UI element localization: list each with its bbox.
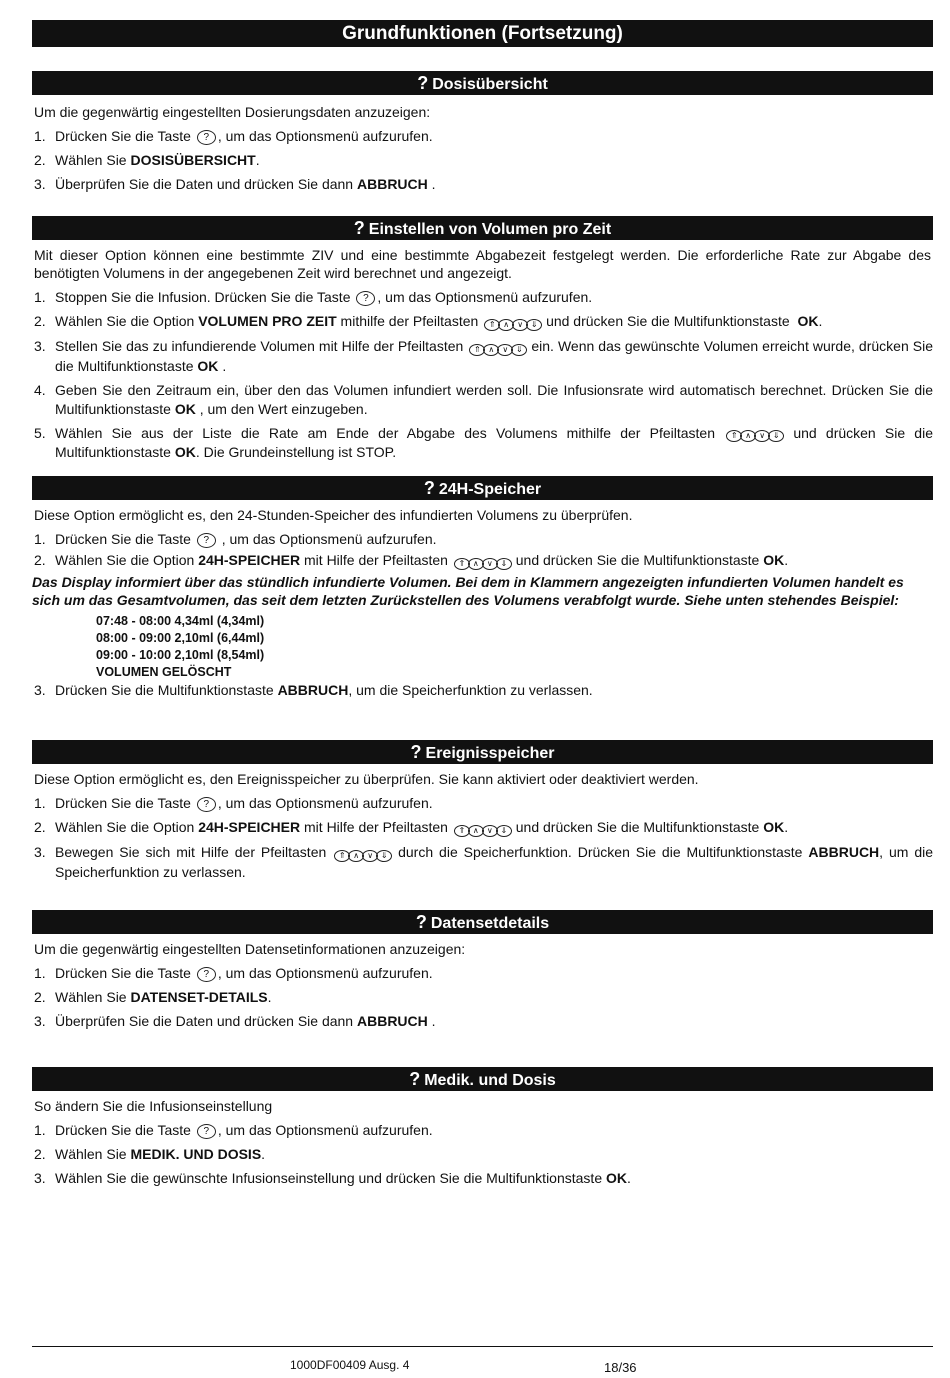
memory-example-list — [96, 613, 933, 681]
arrow-keys-icon: ⇑ ∧ ∨ ⇓ — [726, 424, 782, 443]
footer-divider — [32, 1346, 933, 1347]
section-title: 24H-Speicher — [438, 481, 542, 499]
section-title: Medik. und Dosis — [424, 1071, 556, 1089]
list-item: 1. Drücken Sie die Taste ? , um das Optionsmenü aufzurufen. — [34, 128, 433, 144]
list-item: 2. Wählen Sie DOSISÜBERSICHT. — [34, 152, 260, 168]
section-24h-speicher — [32, 476, 933, 700]
list-item: 3. Überprüfen Sie die Daten und drücken Sie dann ABBRUCH . — [34, 1012, 436, 1029]
list-item: 1. Drücken Sie die Taste ? , um das Optionsmenü aufzurufen. — [34, 964, 433, 981]
arrow-keys-icon: ⇑ ∧ ∨ ⇓ — [469, 338, 525, 357]
section-medik-und-dosis — [32, 1067, 933, 1188]
page-number: 18/36 — [604, 1360, 637, 1375]
section-title: Dosisübersicht — [432, 76, 548, 93]
section-title: Ereignisspeicher — [425, 745, 555, 763]
list-item: 1. Drücken Sie die Taste ? , um das Optionsmenü aufzurufen. — [34, 795, 433, 812]
arrow-keys-icon: ⇑ ∧ ∨ ⇓ — [454, 552, 510, 571]
intro-text: Um die gegenwärtig eingestellten Dosierungsdaten anzuzeigen: — [34, 104, 431, 120]
section-header — [32, 910, 933, 934]
help-icon: ? — [409, 1068, 421, 1089]
help-icon: ? — [353, 218, 365, 238]
intro-text: Diese Option ermöglicht es, den 24-Stunden-Speicher des infundierten Volumens zu überprüfen. — [34, 507, 633, 524]
list-item: 1. Stoppen Sie die Infusion. Drücken Sie die Taste ? , um das Optionsmenü aufzurufen. — [34, 289, 593, 305]
step-list — [32, 681, 933, 700]
arrow-keys-icon: ⇑ ∧ ∨ ⇓ — [484, 313, 540, 332]
memory-entry: 08:00 - 09:00 2,10ml (6,44ml) — [96, 631, 265, 646]
help-key-icon: ? — [356, 291, 375, 306]
section-header — [32, 740, 933, 764]
note-text: Das Display informiert über das stündlich infundierte Volumen. Bei dem in Klammern angezeigten infundierten Volumen handelt es sich um das Gesamtvolumen, das seit dem letzten Zurückstellen des Volumens verabfolgt wurde. Siehe unten stehendes Beispiel: — [32, 574, 904, 609]
intro-text: Mit dieser Option können eine bestimmte ZIV und eine bestimmte Abgabezeit festgelegt werden. Die erforderliche Rate zur Abgabe des benötigten Volumens in der angegebenen Zeit wird berechnet und angezeigt. — [34, 247, 931, 281]
list-item: 5. Wählen Sie aus der Liste die Rate am Ende der Abgabe des Volumens mithilfe der Pfeiltasten ⇑ ∧ ∨ ⇓ und drücken Sie die Multifunktionstaste OK. Die Grundeinstellung ist STOP. — [34, 424, 933, 461]
step-list — [32, 288, 933, 462]
section-header — [32, 476, 933, 500]
help-icon: ? — [417, 73, 429, 93]
list-item: 2. Wählen Sie die Option 24H-SPEICHER mit Hilfe der Pfeiltasten ⇑ ∧ ∨ ⇓ und drücken Sie die Multifunktionstaste OK. — [32, 818, 933, 838]
section-header — [32, 1067, 933, 1091]
section-header — [32, 216, 933, 240]
step-list — [32, 1121, 933, 1188]
help-icon: ? — [415, 911, 427, 932]
list-item: 3. Überprüfen Sie die Daten und drücken Sie dann ABBRUCH . — [34, 176, 436, 192]
page-title: Grundfunktionen (Fortsetzung) — [32, 20, 933, 47]
intro-text: Um die gegenwärtig eingestellten Datensetinformationen anzuzeigen: — [34, 940, 466, 957]
list-item: 3. Stellen Sie das zu infundierende Volumen mit Hilfe der Pfeiltasten ⇑ ∧ ∨ ⇓ ein. Wenn das gewünschte Volumen erreicht wurde, drücken Sie die Multifunktionstaste OK . — [34, 337, 933, 374]
step-list — [32, 530, 933, 571]
help-icon: ? — [410, 742, 422, 763]
list-item: 2. Wählen Sie DATENSET-DETAILS. — [34, 988, 272, 1005]
step-list — [32, 964, 933, 1031]
section-volumen-pro-zeit — [32, 216, 933, 462]
memory-entry: 07:48 - 08:00 4,34ml (4,34ml) — [96, 614, 265, 629]
document-number: 1000DF00409 Ausg. 4 — [290, 1358, 410, 1372]
section-ereignisspeicher — [32, 740, 933, 882]
arrow-keys-icon: ⇑ ∧ ∨ ⇓ — [454, 819, 510, 838]
page — [32, 20, 933, 1193]
intro-text: Diese Option ermöglicht es, den Ereignisspeicher zu überprüfen. Sie kann aktiviert oder deaktiviert werden. — [34, 771, 699, 788]
help-key-icon: ? — [197, 1124, 216, 1139]
help-key-icon: ? — [197, 533, 216, 548]
memory-entry: 09:00 - 10:00 2,10ml (8,54ml) — [96, 648, 265, 663]
list-item: 3. Wählen Sie die gewünschte Infusionseinstellung und drücken Sie die Multifunktionstaste OK. — [34, 1169, 631, 1186]
help-icon: ? — [423, 478, 435, 499]
list-item: 4. Geben Sie den Zeitraum ein, über den das Volumen infundiert werden soll. Die Infusionsrate wird automatisch berechnet. Drücken Sie die Multifunktionstaste OK , um den Wert einzugeben. — [34, 381, 933, 417]
list-item: 1. Drücken Sie die Taste ? , um das Optionsmenü aufzurufen. — [34, 1121, 433, 1138]
list-item: 2. Wählen Sie die Option VOLUMEN PRO ZEIT mithilfe der Pfeiltasten ⇑ ∧ ∨ ⇓ und drücken Sie die Multifunktionstaste OK. — [32, 312, 933, 332]
step-list — [32, 127, 933, 194]
list-item: 1. Drücken Sie die Taste ? , um das Optionsmenü aufzurufen. — [34, 531, 437, 548]
section-title: Datensetdetails — [430, 914, 550, 932]
section-header — [32, 71, 933, 95]
help-key-icon: ? — [197, 797, 216, 812]
list-item: 2. Wählen Sie die Option 24H-SPEICHER mit Hilfe der Pfeiltasten ⇑ ∧ ∨ ⇓ und drücken Sie die Multifunktionstaste OK. — [32, 551, 933, 571]
help-key-icon: ? — [197, 130, 216, 145]
help-key-icon: ? — [197, 967, 216, 982]
list-item: 3. Drücken Sie die Multifunktionstaste ABBRUCH, um die Speicherfunktion zu verlassen. — [34, 682, 593, 699]
section-datensetdetails — [32, 910, 933, 1031]
list-item: 2. Wählen Sie MEDIK. UND DOSIS. — [34, 1145, 266, 1162]
section-dosisuebersicht — [32, 71, 933, 194]
intro-text: So ändern Sie die Infusionseinstellung — [34, 1097, 273, 1114]
arrow-keys-icon: ⇑ ∧ ∨ ⇓ — [334, 844, 390, 863]
step-list — [32, 794, 933, 882]
list-item: 3. Bewegen Sie sich mit Hilfe der Pfeiltasten ⇑ ∧ ∨ ⇓ durch die Speicherfunktion. Drücken Sie die Multifunktionstaste ABBRUCH, um die Speicherfunktion zu verlassen. — [34, 843, 934, 880]
memory-entry: VOLUMEN GELÖSCHT — [96, 665, 232, 680]
section-title: Einstellen von Volumen pro Zeit — [368, 221, 612, 238]
